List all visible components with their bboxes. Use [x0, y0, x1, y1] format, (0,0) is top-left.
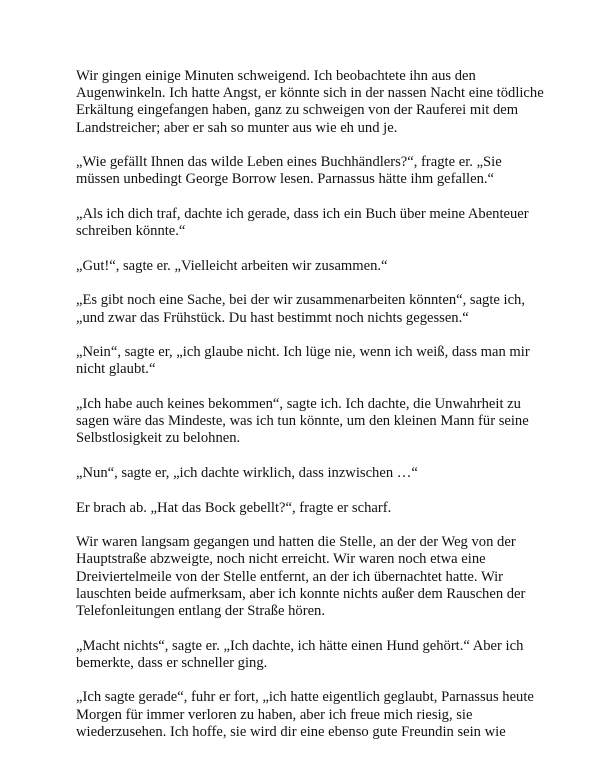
paragraph-12: „Ich sagte gerade“, fuhr er fort, „ich hatte eigentlich geglaubt, Parnassus heute Morgen für immer verloren zu haben, aber ich freue mich riesig, sie wiederzusehen. Ich hoffe, sie wird dir eine ebenso gute Freundin sein wie — [76, 689, 534, 740]
paragraph-8: „Nun“, sagte er, „ich dachte wirklich, dass inzwischen …“ — [76, 464, 418, 481]
paragraph-6: „Nein“, sagte er, „ich glaube nicht. Ich lüge nie, wenn ich weiß, dass man mir nicht glaubt.“ — [76, 344, 530, 378]
paragraph-4: „Gut!“, sagte er. „Vielleicht arbeiten wir zusammen.“ — [76, 257, 388, 274]
paragraph-5: „Es gibt noch eine Sache, bei der wir zusammenarbeiten könnten“, sagte ich, „und zwar das Frühstück. Du hast bestimmt noch nichts gegessen.“ — [76, 292, 526, 326]
paragraph-7: „Ich habe auch keines bekommen“, sagte ich. Ich dachte, die Unwahrheit zu sagen wäre das Mindeste, was ich tun könnte, um den kleinen Mann für seine Selbstlosigkeit zu belohnen. — [76, 395, 529, 447]
paragraph-11: „Macht nichts“, sagte er. „Ich dachte, ich hätte einen Hund gehört.“ Aber ich bemerkte, dass er schneller ging. — [76, 637, 524, 671]
document-body — [76, 68, 546, 741]
paragraph-1: Wir gingen einige Minuten schweigend. Ich beobachtete ihn aus den Augenwinkeln. Ich hatte Angst, er könnte sich in der nassen Nacht eine tödliche Erkältung eingefangen haben, ganz zu schweigen von der Rauferei mit dem Landstreicher; aber er sah so munter aus wie eh und je. — [76, 68, 544, 136]
paragraph-2: „Wie gefällt Ihnen das wilde Leben eines Buchhändlers?“, fragte er. „Sie müssen unbedingt George Borrow lesen. Parnassus hätte ihm gefallen.“ — [76, 154, 502, 188]
paragraph-10: Wir waren langsam gegangen und hatten die Stelle, an der der Weg von der Hauptstraße abzweigte, noch nicht erreicht. Wir waren noch etwa eine Dreiviertelmeile von der Stelle entfernt, an der ich übernachtet hatte. Wir lauschten beide aufmerksam, aber ich konnte nichts außer dem Rauschen der Telefonleitungen entlang der Straße hören. — [76, 534, 526, 619]
paragraph-3: „Als ich dich traf, dachte ich gerade, dass ich ein Buch über meine Abenteuer schreiben könnte.“ — [76, 206, 529, 240]
paragraph-9: Er brach ab. „Hat das Bock gebellt?“, fragte er scharf. — [76, 499, 392, 516]
